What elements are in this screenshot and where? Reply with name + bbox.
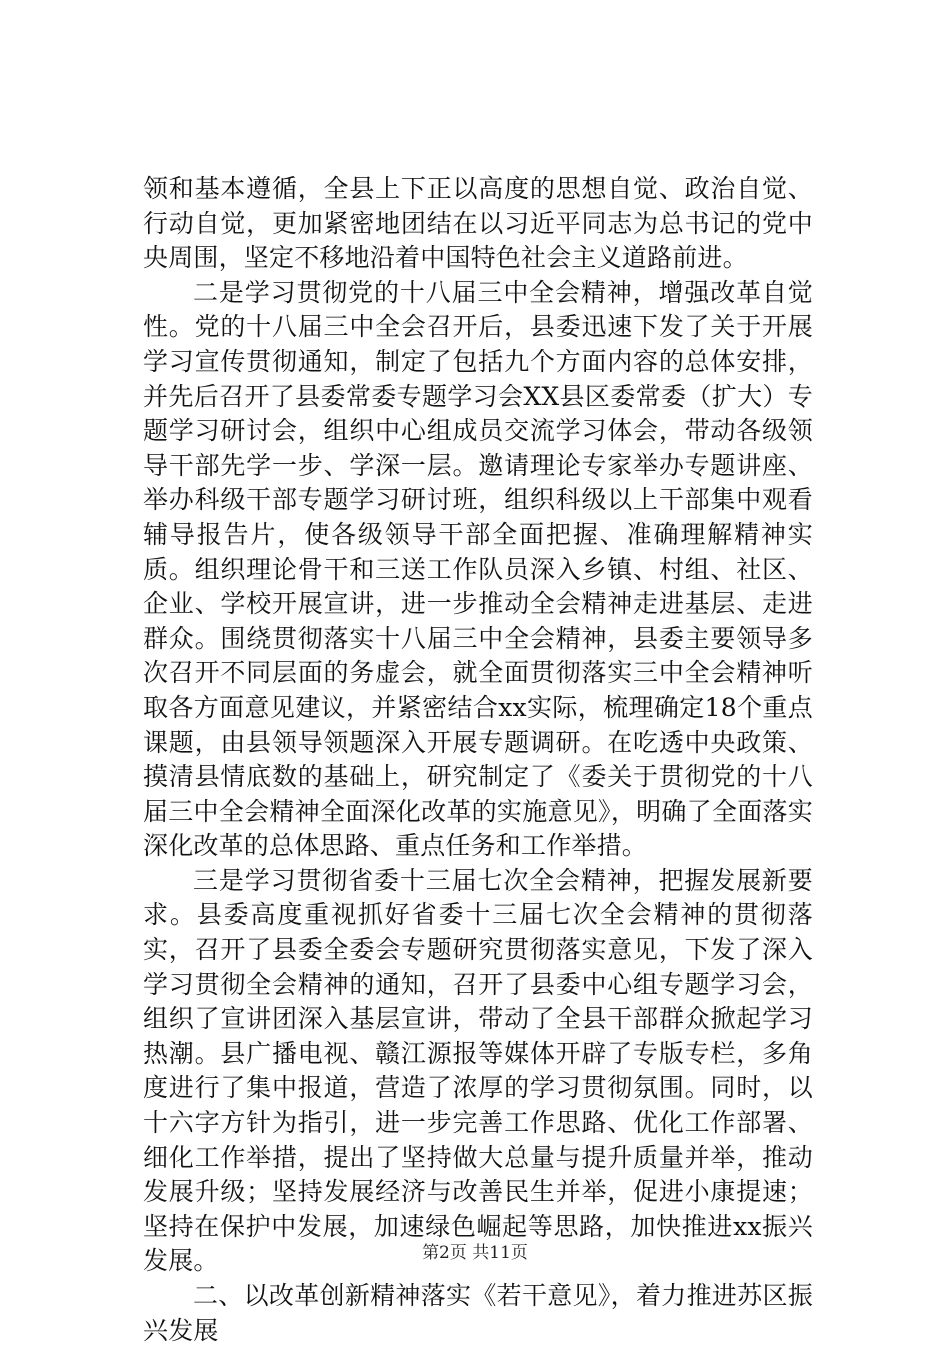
paragraph-1: 领和基本遵循，全县上下正以高度的思想自觉、政治自觉、行动自觉，更加紧密地团结在以习近平同志为总书记的党中央周围，坚定不移地沿着中国特色社会主义道路前进。	[143, 174, 813, 273]
paragraph-3: 三是学习贯彻省委十三届七次全会精神，把握发展新要求。县委高度重视抓好省委十三届七次全会精神的贯彻落实，召开了县委全委会专题研究贯彻落实意见，下发了深入学习贯彻全会精神的通知，召开了县委中心组专题学习会，组织了宣讲团深入基层宣讲，带动了全县干部群众掀起学习热潮。县广播电视、赣江源报等媒体开辟了专版专栏，多角度进行了集中报道，营造了浓厚的学习贯彻氛围。同时，以十六字方针为指引，进一步完善工作思路、优化工作部署、细化工作举措，提出了坚持做大总量与提升质量并举，推动发展升级；坚持发展经济与改善民生并举，促进小康提速；坚持在保护中发展，加速绿色崛起等思路，加快推进xx振兴发展。	[143, 865, 813, 1276]
document-body	[143, 172, 813, 1348]
section-heading-2: 二、以改革创新精神落实《若干意见》，着力推进苏区振兴发展	[143, 1281, 813, 1345]
paragraph-2: 二是学习贯彻党的十八届三中全会精神，增强改革自觉性。党的十八届三中全会召开后，县委迅速下发了关于开展学习宣传贯彻通知，制定了包括九个方面内容的总体安排，并先后召开了县委常委专题学习会XX县区委常委（扩大）专题学习研讨会，组织中心组成员交流学习体会，带动各级领导干部先学一步、学深一层。邀请理论专家举办专题讲座、举办科级干部专题学习研讨班，组织科级以上干部集中观看辅导报告片，使各级领导干部全面把握、准确理解精神实质。组织理论骨干和三送工作队员深入乡镇、村组、社区、企业、学校开展宣讲，进一步推动全会精神走进基层、走进群众。围绕贯彻落实十八届三中全会精神，县委主要领导多次召开不同层面的务虚会，就全面贯彻落实三中全会精神听取各方面意见建议，并紧密结合xx实际，梳理确定18个重点课题，由县领导领题深入开展专题调研。在吃透中央政策、摸清县情底数的基础上，研究制定了《委关于贯彻党的十八届三中全会精神全面深化改革的实施意见》，明确了全面落实深化改革的总体思路、重点任务和工作举措。	[143, 277, 813, 861]
page-number-footer: 第2页 共11页	[422, 1243, 528, 1263]
